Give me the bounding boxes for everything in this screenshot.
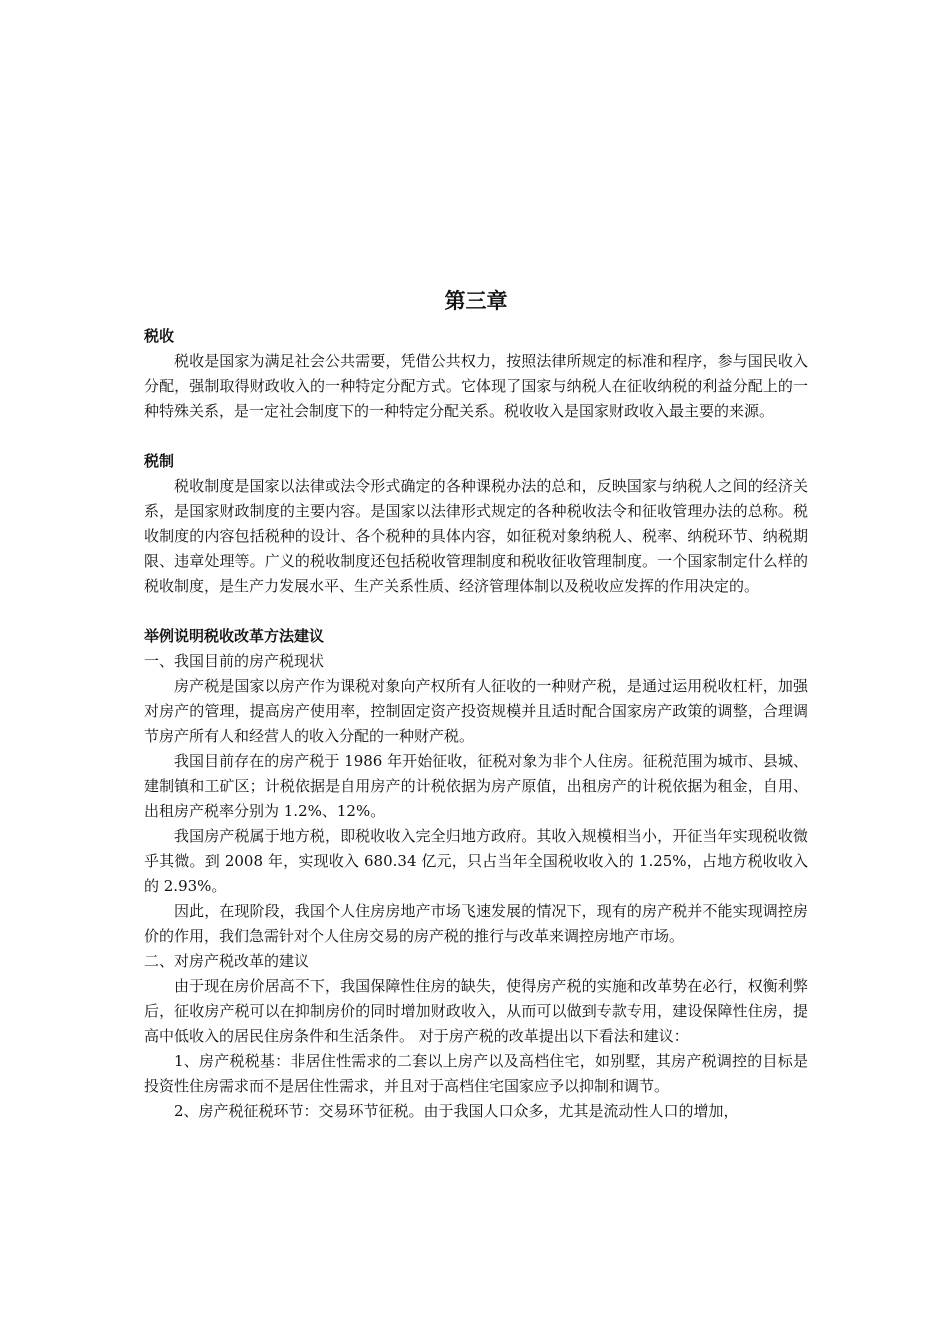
section-heading-tax: 税收 [144,327,175,345]
tax-system-paragraph: 税收制度是国家以法律或法令形式确定的各种课税办法的总和，反映国家与纳税人之间的经济关系，是国家财政制度的主要内容。是国家以法律形式规定的各种税收法令和征收管理办法的总称。税收制度的内容包括税种的设计、各个税种的具体内容，如征税对象纳税人、税率、纳税环节、纳税期限、违章处理等。广义的税收制度还包括税收管理制度和税收征收管理制度。一个国家制定什么样的税收制度，是生产力发展水平、生产关系性质、经济管理体制以及税收应发挥的作用决定的。 [144,477,808,595]
reform-paragraph-6: 1、房产税税基：非居住性需求的二套以上房产以及高档住宅，如别墅，其房产税调控的目标是投资性住房需求而不是居住性需求，并且对于高档住宅国家应予以抑制和调节。 [144,1052,808,1095]
reform-paragraph-2: 我国目前存在的房产税于 1986 年开始征收，征税对象为非个人住房。征税范围为城市、县城、建制镇和工矿区；计税依据是自用房产的计税依据为房产原值，出租房产的计税依据为租金，自用、出租房产税率分别为 1.2%、12%。 [144,752,808,820]
section-heading-tax-system: 税制 [144,452,175,470]
reform-paragraph-4: 因此，在现阶段，我国个人住房房地产市场飞速发展的情况下，现有的房产税并不能实现调控房价的作用，我们急需针对个人住房交易的房产税的推行与改革来调控房地产市场。 [144,902,808,945]
reform-paragraph-3: 我国房产税属于地方税，即税收收入完全归地方政府。其收入规模相当小，开征当年实现税收微乎其微。到 2008 年，实现收入 680.34 亿元，只占当年全国税收收入的 1.25%，占地方税收收入的 2.93%。 [144,827,808,895]
section-heading-reform: 举例说明税收改革方法建议 [144,627,325,645]
subheading-current-status: 一、我国目前的房产税现状 [144,652,325,670]
reform-paragraph-1: 房产税是国家以房产作为课税对象向产权所有人征收的一种财产税，是通过运用税收杠杆，加强对房产的管理，提高房产使用率，控制固定资产投资规模并且适时配合国家房产政策的调整，合理调节房产所有人和经营人的收入分配的一种财产税。 [144,677,808,745]
spacer [144,424,808,449]
document-page [144,284,808,1124]
spacer [144,599,808,624]
chapter-title: 第三章 [444,289,508,313]
subheading-suggestions: 二、对房产税改革的建议 [144,952,310,970]
tax-paragraph: 税收是国家为满足社会公共需要，凭借公共权力，按照法律所规定的标准和程序，参与国民收入分配，强制取得财政收入的一种特定分配方式。它体现了国家与纳税人在征收纳税的利益分配上的一种特殊关系，是一定社会制度下的一种特定分配关系。税收收入是国家财政收入最主要的来源。 [144,352,808,420]
reform-paragraph-7: 2、房产税征税环节：交易环节征税。由于我国人口众多，尤其是流动性人口的增加， [174,1102,739,1120]
reform-paragraph-5: 由于现在房价居高不下，我国保障性住房的缺失，使得房产税的实施和改革势在必行，权衡利弊后，征收房产税可以在抑制房价的同时增加财政收入，从而可以做到专款专用，建设保障性住房，提高中低收入的居民住房条件和生活条件。 对于房产税的改革提出以下看法和建议： [144,977,808,1045]
